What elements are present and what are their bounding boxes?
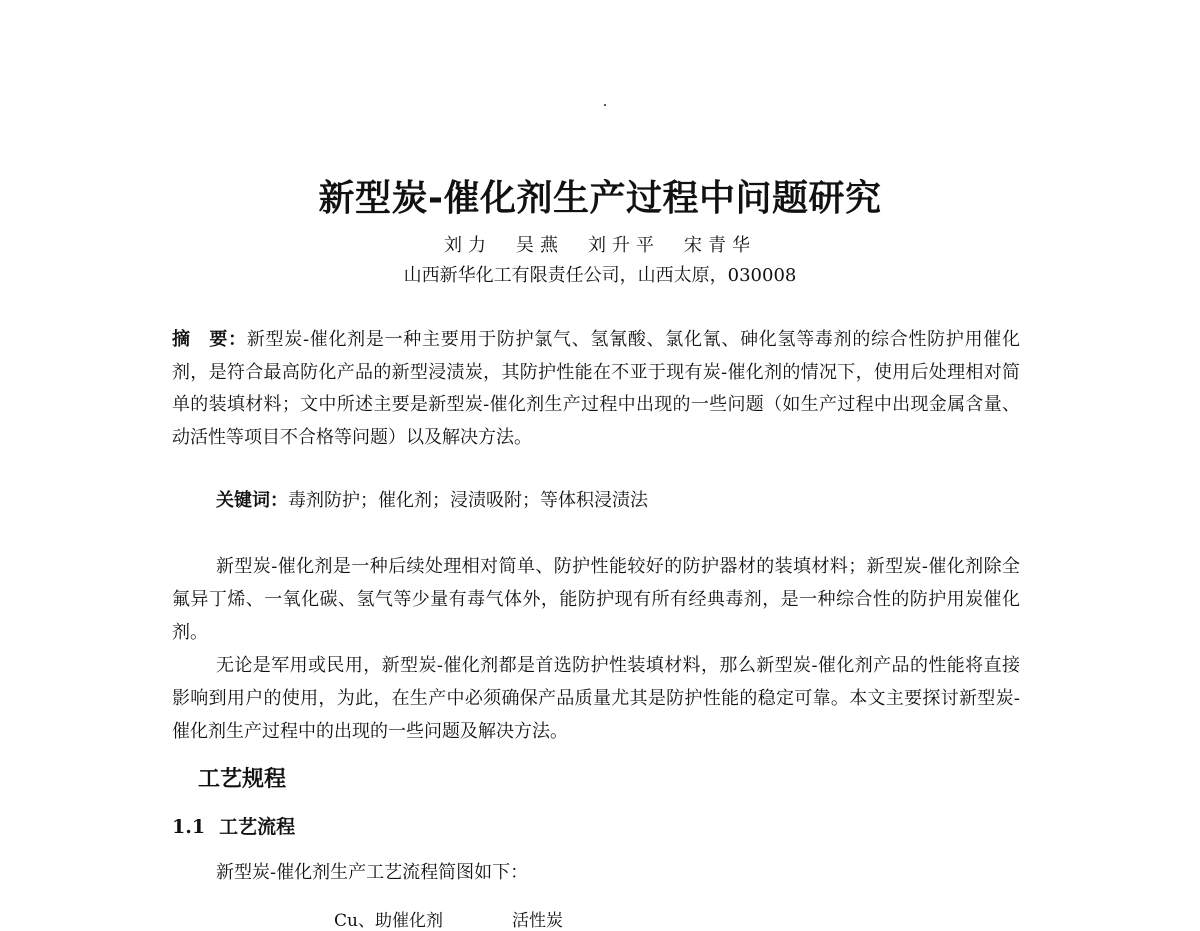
- body-paragraph-1: 新型炭-催化剂是一种后续处理相对简单、防护性能较好的防护器材的装填材料；新型炭-催化剂除全氟异丁烯、一氧化碳、氢气等少量有毒气体外，能防护现有所有经典毒剂，是一种综合性的防护用炭催化剂。: [172, 556, 1020, 643]
- author-list: 刘力 吴燕 刘升平 宋青华: [444, 235, 756, 256]
- abstract: [172, 324, 1020, 454]
- subsection-title: 工艺流程: [219, 816, 296, 838]
- flow-intro: 新型炭-催化剂生产工艺流程简图如下：: [216, 862, 529, 883]
- subsection-heading: [172, 812, 295, 839]
- affiliation: 山西新华化工有限责任公司，山西太原，030008: [403, 265, 797, 286]
- paper-title: 新型炭-催化剂生产过程中问题研究: [318, 178, 882, 219]
- subsection-number: 1.1: [172, 816, 206, 838]
- keywords-label: 关键词：: [216, 490, 288, 511]
- abstract-label: 摘 要：: [172, 329, 247, 350]
- flow-input-catalyst: Cu、助催化剂: [334, 911, 443, 931]
- keywords-text: 毒剂防护；催化剂；浸渍吸附；等体积浸渍法: [288, 490, 648, 511]
- flow-input-carbon: 活性炭: [512, 911, 563, 931]
- body-paragraph-2: 无论是军用或民用，新型炭-催化剂都是首选防护性装填材料，那么新型炭-催化剂产品的性能将直接影响到用户的使用，为此，在生产中必须确保产品质量尤其是防护性能的稳定可靠。本文主要探讨新型炭-催化剂生产过程中的出现的一些问题及解决方法。: [172, 655, 1020, 742]
- abstract-text: 新型炭-催化剂是一种主要用于防护氯气、氢氰酸、氯化氰、砷化氢等毒剂的综合性防护用催化剂，是符合最高防化产品的新型浸渍炭，其防护性能在不亚于现有炭-催化剂的情况下，使用后处理相对简单的装填材料；文中所述主要是新型炭-催化剂生产过程中出现的一些问题（如生产过程中出现金属含量、动活性等项目不合格等问题）以及解决方法。: [172, 329, 1021, 448]
- scan-speck: [604, 104, 606, 106]
- section-heading: 工艺规程: [198, 767, 287, 792]
- keywords: [216, 486, 648, 512]
